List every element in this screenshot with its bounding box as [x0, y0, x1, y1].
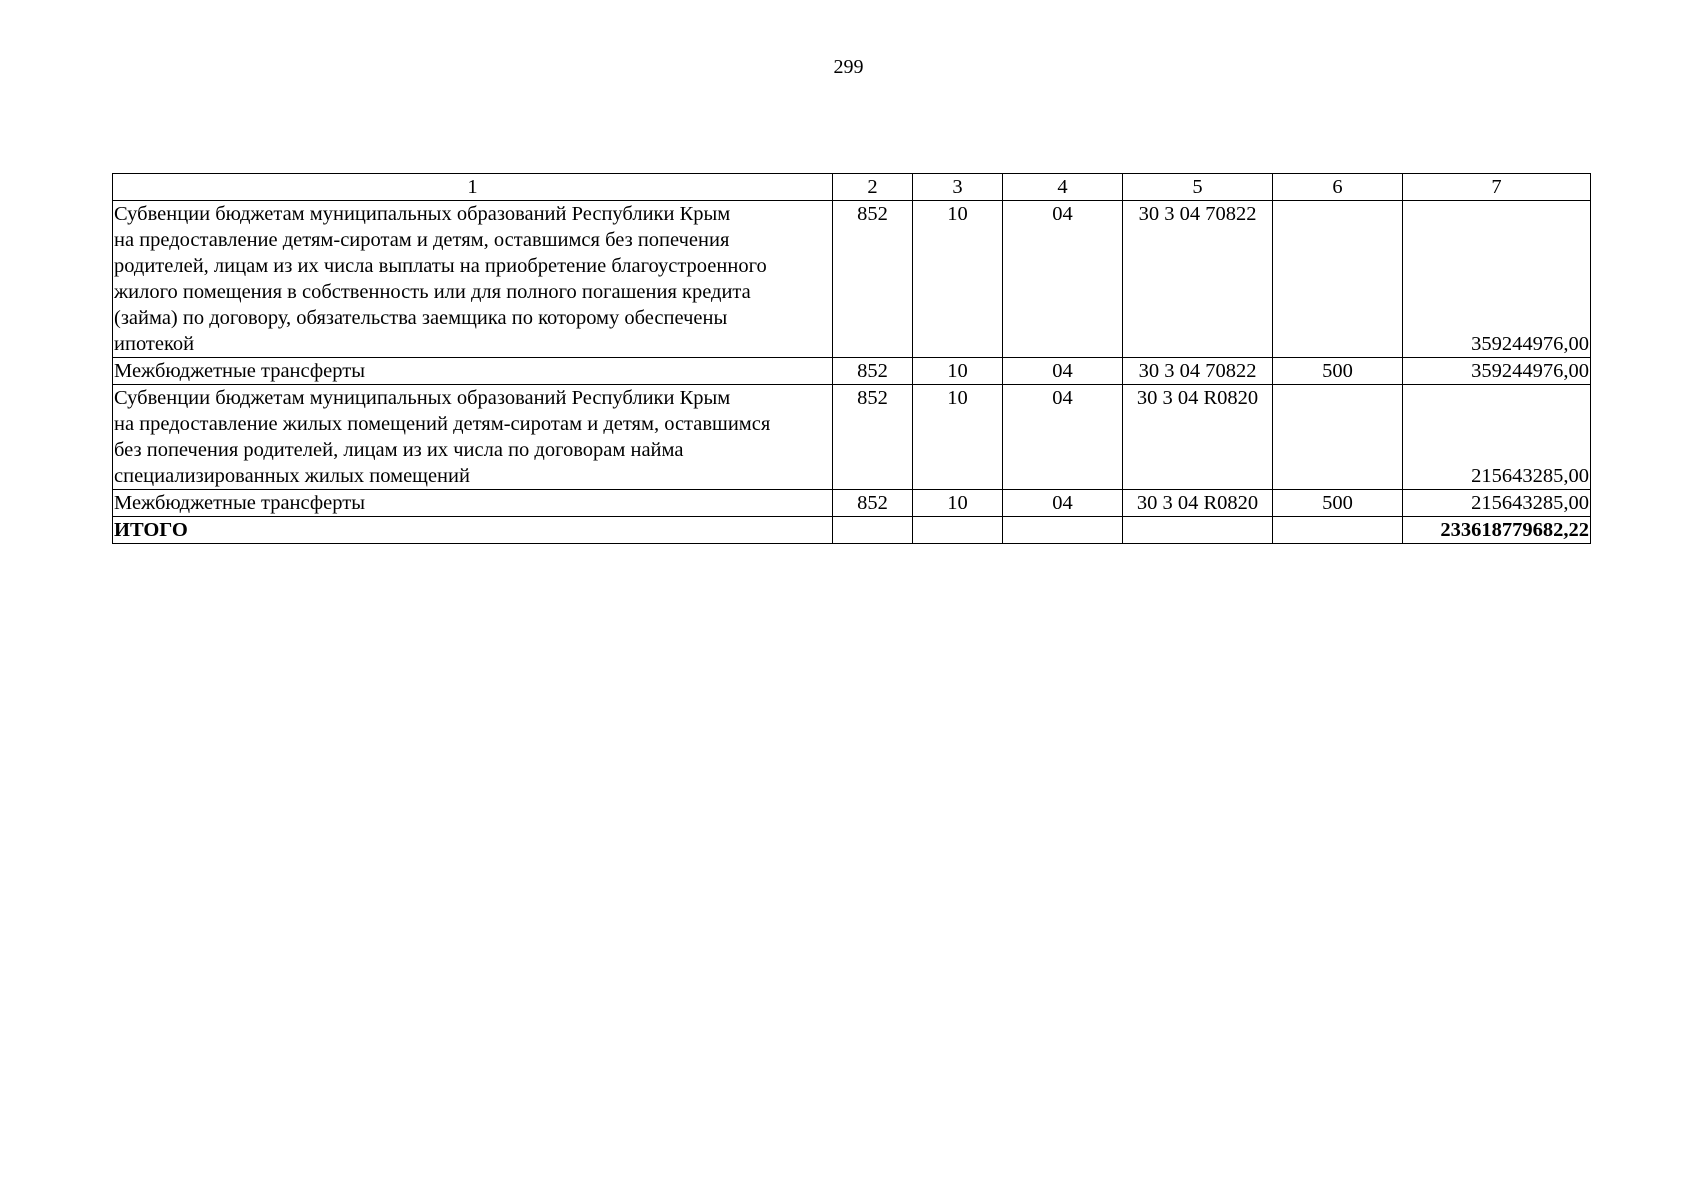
row-name-line: ипотекой [114, 333, 195, 355]
section-code: 10 [913, 358, 1003, 385]
amount: 359244976,00 [1403, 201, 1591, 358]
column-header-1: 1 [113, 174, 833, 201]
row-name [113, 490, 833, 517]
subsection-code: 04 [1003, 490, 1123, 517]
column-number-row [113, 174, 1591, 201]
table-row [113, 385, 1591, 490]
column-header-5: 5 [1123, 174, 1273, 201]
row-name [113, 385, 833, 490]
row-name [113, 201, 833, 358]
column-header-7: 7 [1403, 174, 1591, 201]
row-name-line: на предоставление детям-сиротам и детям, оставшимся без попечения [114, 229, 730, 251]
row-name-line: на предоставление жилых помещений детям-сиротам и детям, оставшимся [114, 413, 771, 435]
section-code: 10 [913, 385, 1003, 490]
empty-cell [913, 517, 1003, 544]
total-label: ИТОГО [113, 517, 833, 544]
row-name-line: родителей, лицам из их числа выплаты на приобретение благоустроенного [114, 255, 767, 277]
subsection-code: 04 [1003, 201, 1123, 358]
row-name-line: Субвенции бюджетам муниципальных образований Республики Крым [114, 203, 731, 225]
row-name-line: Межбюджетные трансферты [114, 492, 365, 514]
row-name-line: без попечения родителей, лицам из их числа по договорам найма [114, 439, 684, 461]
target-article-code: 30 3 04 R0820 [1123, 490, 1273, 517]
ministry-code: 852 [833, 358, 913, 385]
ministry-code: 852 [833, 201, 913, 358]
table-row [113, 358, 1591, 385]
ministry-code: 852 [833, 490, 913, 517]
amount: 359244976,00 [1403, 358, 1591, 385]
empty-cell [833, 517, 913, 544]
table-row [113, 201, 1591, 358]
budget-table [112, 173, 1591, 544]
expense-type-code: 500 [1273, 490, 1403, 517]
empty-cell [1003, 517, 1123, 544]
amount: 215643285,00 [1403, 490, 1591, 517]
budget-table-body [113, 174, 1591, 544]
row-name-line: Субвенции бюджетам муниципальных образований Республики Крым [114, 387, 731, 409]
ministry-code: 852 [833, 385, 913, 490]
table-row [113, 490, 1591, 517]
page-number: 299 [833, 56, 864, 78]
amount: 215643285,00 [1403, 385, 1591, 490]
subsection-code: 04 [1003, 358, 1123, 385]
total-row [113, 517, 1591, 544]
expense-type-code: 500 [1273, 358, 1403, 385]
column-header-6: 6 [1273, 174, 1403, 201]
row-name-line: специализированных жилых помещений [114, 465, 470, 487]
target-article-code: 30 3 04 R0820 [1123, 385, 1273, 490]
total-amount: 233618779682,22 [1403, 517, 1591, 544]
column-header-2: 2 [833, 174, 913, 201]
section-code: 10 [913, 201, 1003, 358]
column-header-4: 4 [1003, 174, 1123, 201]
empty-cell [1273, 517, 1403, 544]
expense-type-code [1273, 385, 1403, 490]
row-name-line: жилого помещения в собственность или для полного погашения кредита [114, 281, 751, 303]
empty-cell [1123, 517, 1273, 544]
row-name [113, 358, 833, 385]
expense-type-code [1273, 201, 1403, 358]
column-header-3: 3 [913, 174, 1003, 201]
target-article-code: 30 3 04 70822 [1123, 201, 1273, 358]
row-name-line: Межбюджетные трансферты [114, 360, 365, 382]
row-name-line: (займа) по договору, обязательства заемщика по которому обеспечены [114, 307, 728, 329]
section-code: 10 [913, 490, 1003, 517]
subsection-code: 04 [1003, 385, 1123, 490]
target-article-code: 30 3 04 70822 [1123, 358, 1273, 385]
